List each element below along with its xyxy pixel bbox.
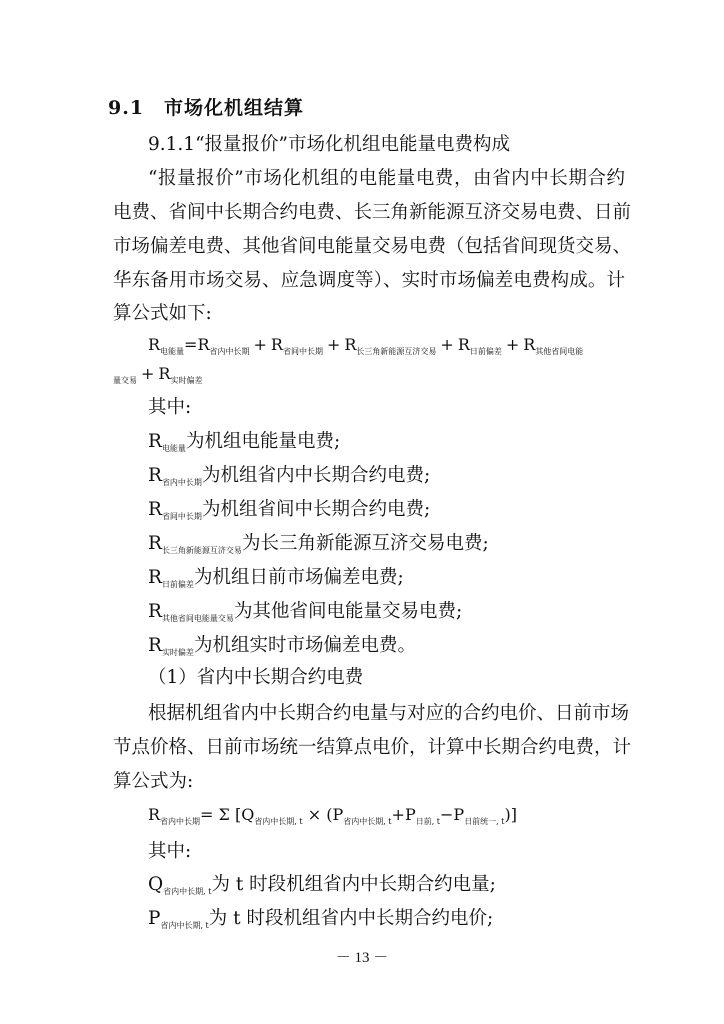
definition-line: $R_{实时偏差}$为机组实时市场偏差电费。 (148, 635, 416, 657)
paragraph-line: 算公式如下: (113, 303, 212, 324)
paragraph-line: 根据机组省内中长期合约电量与对应的合约电价、日前市场 (148, 703, 630, 724)
paragraph-line: 电费、省间中长期合约电费、长三角新能源互济交易电费、日前 (113, 202, 632, 223)
definition-line: $R_{电能量}$为机组电能量电费; (148, 431, 341, 453)
item-heading: （1）省内中长期合约电费 (148, 667, 364, 688)
definition-line: $R_{省间中长期}$为机组省间中长期合约电费; (148, 499, 431, 521)
section-number: 9.1 (108, 97, 145, 119)
paragraph-line: 市场偏差电费、其他省间电能量交易电费（包括省间现货交易、 (113, 236, 632, 257)
paragraph-line: 华东备用市场交易、应急调度等）、实时市场偏差电费构成。计 (113, 270, 625, 291)
definition-line: $R_{省内中长期}$为机组省内中长期合约电费; (148, 465, 431, 487)
page-number: － 13 － (335, 950, 389, 966)
definition-line: $R_{日前偏差}$为机组日前市场偏差电费; (148, 567, 404, 589)
variable-definition: $Q_{省内中长期, t}$为 t 时段机组省内中长期合约电量; (148, 874, 496, 896)
formula-total-energy-fee: $R_{电能量}=R_{省内中长期} + R_{省间中长期} + R_{长三角新能源互济交易} + R_{日前偏差} + R_{其他省间电能}$ (148, 335, 584, 356)
formula-total-energy-fee-continued: $_{量交易} + R_{实时偏差}$ (113, 364, 203, 385)
definition-line: $R_{其他省间电能量交易}$为其他省间电能量交易电费; (148, 601, 463, 623)
variable-definition: $P_{省内中长期, t}$为 t 时段机组省内中长期合约电价; (148, 908, 494, 930)
section-title: 市场化机组结算 (164, 97, 305, 119)
qizhong-label: 其中: (148, 397, 192, 418)
paragraph-line: “报量报价”市场化机组的电能量电费，由省内中长期合约 (148, 168, 625, 189)
formula-mid-long-term-fee: $R_{省内中长期}= \Sigma$ $[Q_{省内中长期, t} \times (P_{省内中长期, t}+P_{日前, t}-P_{日前统一, t})]$ (148, 805, 517, 826)
section-heading (108, 96, 304, 120)
qizhong-label: 其中: (148, 841, 192, 862)
subsection-heading: 9.1.1“报量报价”市场化机组电能量电费构成 (148, 134, 510, 155)
paragraph-line: 算公式为: (113, 771, 194, 792)
paragraph-line: 节点价格、日前市场统一结算点电价，计算中长期合约电费，计 (113, 737, 632, 758)
definition-line: $R_{长三角新能源互济交易}$为长三角新能源互济交易电费; (148, 533, 489, 555)
